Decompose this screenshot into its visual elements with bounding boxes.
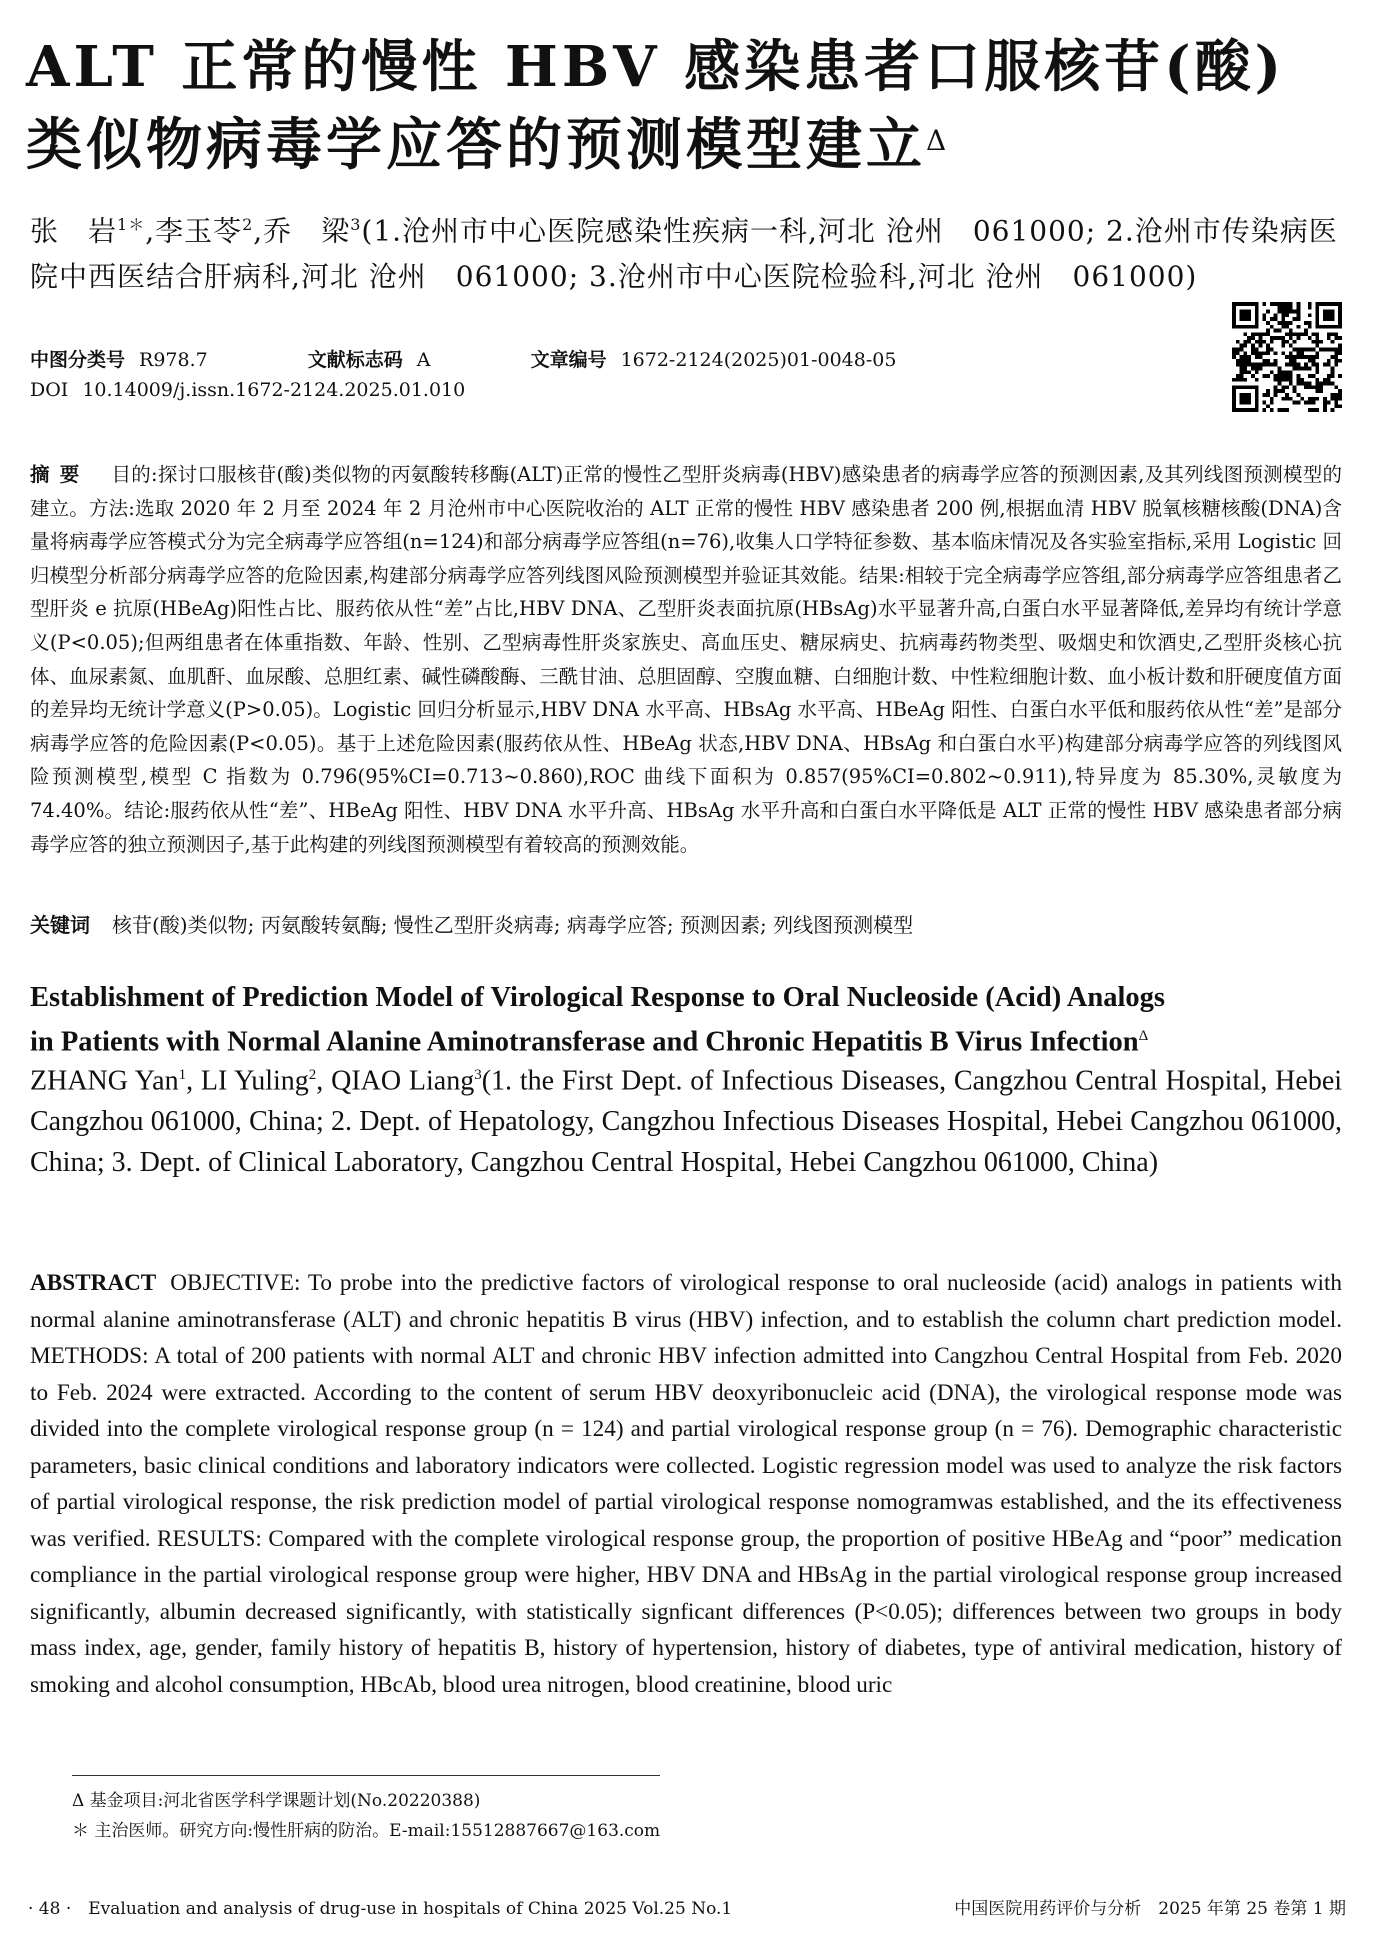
author-3-sup: 3 <box>350 215 362 234</box>
running-footer-left: · 48 · Evaluation and analysis of drug-use in hospitals of China 2025 Vol.25 No.1 <box>28 1899 733 1919</box>
author-en-3: , QIAO Liang <box>316 1065 475 1097</box>
article-number-value: 1672-2124(2025)01-0048-05 <box>620 349 897 371</box>
clc-label: 中图分类号 <box>30 349 126 371</box>
meta-row-1 <box>30 345 1210 375</box>
abstract-cn-label: 摘要 <box>30 463 90 486</box>
abstract-en-label: ABSTRACT <box>30 1270 157 1296</box>
footnote-divider <box>72 1775 660 1776</box>
fund-mark-en: Δ <box>1138 1028 1149 1044</box>
affiliations-en: (1. the First Dept. of Infectious Diseases, Cangzhou Central Hospital, Hebei Cangzhou 061000, China; 2. Dept. of Hepatology, Cangzhou Infectious Diseases Hospital, Hebei Cangzhou 061000, China; 3. Dept. of Clinical Laboratory, Cangzhou Central Hospital, Hebei Cangzhou 061000, China) <box>30 1065 1343 1179</box>
abstract-en <box>30 1265 1342 1703</box>
doi-value: 10.14009/j.issn.1672-2124.2025.01.010 <box>82 379 466 401</box>
abstract-cn-text: 目的:探讨口服核苷(酸)类似物的丙氨酸转移酶(ALT)正常的慢性乙型肝炎病毒(HBV)感染患者的病毒学应答的预测因素,及其列线图预测模型的建立。方法:选取 2020 年 2 月至 2024 年 2 月沧州市中心医院收治的 ALT 正常的慢性 HBV 感染患者 200 例,根据血清 HBV 脱氧核糖核酸(DNA)含量将病毒学应答模式分为完全病毒学应答组(n=124)和部分病毒学应答组(n=76),收集人口学特征参数、基本临床情况及各实验室指标,采用 Logistic 回归模型分析部分病毒学应答的危险因素,构建部分病毒学应答列线图风险预测模型并验证其效能。结果:相较于完全病毒学应答组,部分病毒学应答组患者乙型肝炎 e 抗原(HBeAg)阳性占比、服药依从性“差”占比,HBV DNA、乙型肝炎表面抗原(HBsAg)水平显著升高,白蛋白水平显著降低,差异均有统计学意义(P<0.05);但两组患者在体重指数、年龄、性别、乙型病毒性肝炎家族史、高血压史、糖尿病史、抗病毒药物类型、吸烟史和饮酒史,乙型肝炎核心抗体、血尿素氮、血肌酐、血尿酸、总胆红素、碱性磷酸酶、三酰甘油、总胆固醇、空腹血糖、白细胞计数、中性粒细胞计数、血小板计数和肝硬度值方面的差异均无统计学意义(P>0.05)。Logistic 回归分析显示,HBV DNA 水平高、HBsAg 水平高、HBeAg 阳性、白蛋白水平低和服药依从性“差”是部分病毒学应答的危险因素(P<0.05)。基于上述危险因素(服药依从性、HBeAg 状态,HBV DNA、HBsAg 和白蛋白水平)构建部分病毒学应答的列线图风险预测模型,模型 C 指数为 0.796(95%CI=0.713~0.860),ROC 曲线下面积为 0.857(95%CI=0.802~0.911),特异度为 85.30%,灵敏度为 74.40%。结论:服药依从性“差”、HBeAg 阳性、HBV DNA 水平升高、HBsAg 水平升高和白蛋白水平降低是 ALT 正常的慢性 HBV 感染患者部分病毒学应答的独立预测因子,基于此构建的列线图预测模型有着较高的预测效能。 <box>30 463 1342 856</box>
author-1-sup: 1＊ <box>117 215 146 234</box>
article-number-label: 文章编号 <box>530 349 607 371</box>
title-cn-line2 <box>26 106 1346 184</box>
keywords-cn-label: 关键词 <box>30 913 90 937</box>
author-3: ,乔 梁 <box>253 214 351 248</box>
abstract-en-text: OBJECTIVE: To probe into the predictive factors of virological response to oral nucleoside (acid) analogs in patients with normal alanine aminotransferase (ALT) and chronic hepatitis B virus (HBV) infection, and to establish the column chart prediction model. METHODS: A total of 200 patients with normal ALT and chronic HBV infection admitted into Cangzhou Central Hospital from Feb. 2020 to Feb. 2024 were extracted. According to the content of serum HBV deoxyribonucleic acid (DNA), the virological response mode was divided into the complete virological response group (n = 124) and partial virological response group (n = 76). Demographic characteristic parameters, basic clinical conditions and laboratory indicators were collected. Logistic regression model was used to analyze the risk factors of partial virological response, the risk prediction model of partial virological response nomogramwas established, and the its effectiveness was verified. RESULTS: Compared with the complete virological response group, the proportion of positive HBeAg and “poor” medication compliance in the partial virological response group were higher, HBV DNA and HBsAg in the partial virological response group increased significantly, albumin decreased significantly, with statistically signficant differences (P<0.05); differences between two groups in body mass index, age, gender, family history of hepatitis B, history of hypertension, history of diabetes, type of antiviral medication, history of smoking and alcohol consumption, HBcAb, blood urea nitrogen, blood creatinine, blood uric <box>30 1270 1342 1698</box>
author-en-2-sup: 2 <box>308 1067 317 1083</box>
author-2-sup: 2 <box>242 215 254 234</box>
keywords-cn <box>30 910 1342 940</box>
author-en-1-sup: 1 <box>178 1067 187 1083</box>
author-en-1: ZHANG Yan <box>30 1065 179 1097</box>
title-cn-line2-text: 类似物病毒学应答的预测模型建立 <box>26 112 926 178</box>
fund-mark: Δ <box>926 124 951 157</box>
doc-code-value: A <box>416 349 431 371</box>
abstract-cn <box>30 458 1342 861</box>
title-cn-line1: ALT 正常的慢性 HBV 感染患者口服核苷(酸) <box>26 34 1286 100</box>
running-footer-right: 中国医院用药评价与分析 2025 年第 25 卷第 1 期 <box>954 1899 1346 1919</box>
title-en <box>30 978 1350 1062</box>
title-en-line2-text: in Patients with Normal Alanine Aminotransferase and Chronic Hepatitis B Virus Infection <box>30 1026 1139 1058</box>
author-2: ,李玉苓 <box>145 214 243 248</box>
footnote-fund: Δ 基金项目:河北省医学科学课题计划(No.20220388) <box>72 1791 481 1811</box>
footnotes <box>72 1786 872 1846</box>
author-en-2: , LI Yuling <box>186 1065 309 1097</box>
footnote-author: ＊ 主治医师。研究方向:慢性肝病的防治。E-mail:15512887667@163.com <box>72 1821 661 1841</box>
meta-row-2 <box>30 375 1210 405</box>
doi-label: DOI <box>30 379 69 401</box>
doc-code-label: 文献标志码 <box>307 349 403 371</box>
authors-en <box>30 1055 1342 1183</box>
title-cn <box>26 28 1346 184</box>
author-1: 张 岩 <box>30 214 118 248</box>
keywords-cn-text: 核苷(酸)类似物; 丙氨酸转氨酶; 慢性乙型肝炎病毒; 病毒学应答; 预测因素; 列线图预测模型 <box>112 913 914 937</box>
title-en-line1: Establishment of Prediction Model of Virological Response to Oral Nucleoside (Acid) Analogs <box>30 982 1165 1013</box>
authors-cn <box>30 202 1350 300</box>
qr-code-icon[interactable] <box>1232 302 1342 412</box>
clc-value: R978.7 <box>139 349 208 371</box>
author-en-3-sup: 3 <box>474 1067 482 1083</box>
article-meta <box>30 345 1210 405</box>
affiliations-cn: (1.沧州市中心医院感染性疾病一科,河北 沧州 061000; 2.沧州市传染病医院中西医结合肝病科,河北 沧州 061000; 3.沧州市中心医院检验科,河北 沧州 061000) <box>30 214 1338 294</box>
